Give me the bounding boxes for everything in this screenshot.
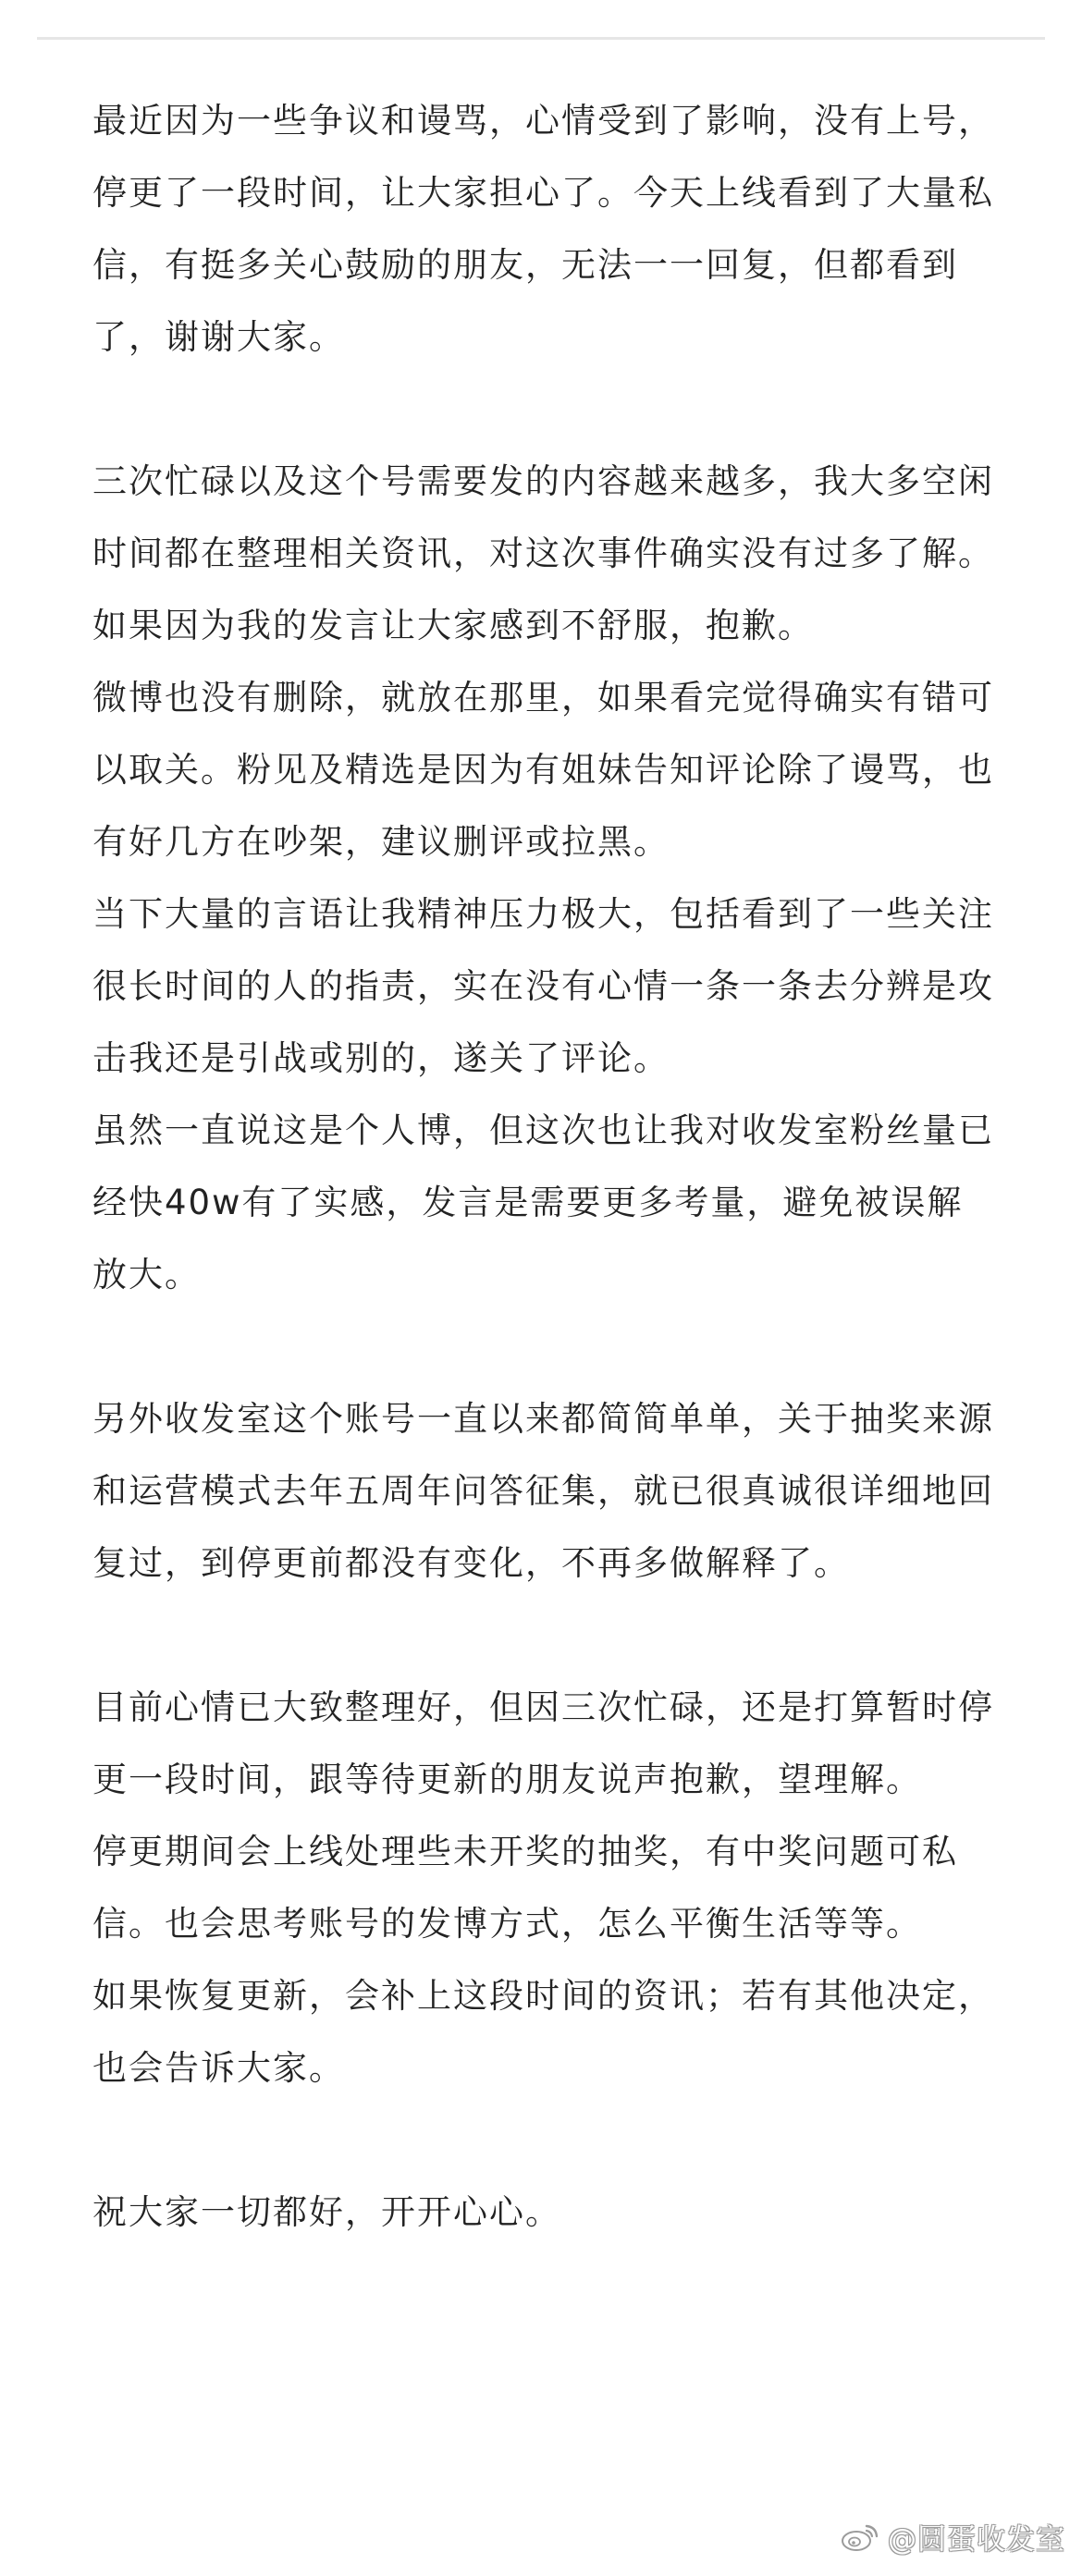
paragraph-2: 三次忙碌以及这个号需要发的内容越来越多，我大多空闲时间都在整理相关资讯，对这次事件确实没有过多了解。如果因为我的发言让大家感到不舒服，抱歉。 xyxy=(92,461,994,645)
paragraph-gap xyxy=(92,374,999,446)
paragraph-4: 当下大量的言语让我精神压力极大，包括看到了一些关注很长时间的人的指责，实在没有心情一条一条去分辨是攻击我还是引战或别的，遂关了评论。 xyxy=(92,894,994,1078)
paragraph-gap xyxy=(92,2104,999,2177)
paragraph-10: 祝大家一切都好，开开心心。 xyxy=(92,2192,561,2232)
paragraph-gap xyxy=(92,1600,999,1672)
paragraph-5: 虽然一直说这是个人博，但这次也让我对收发室粉丝量已经快40w有了实感，发言是需要更多考量，避免被误解放大。 xyxy=(92,1110,994,1294)
paragraph-7: 目前心情已大致整理好，但因三次忙碌，还是打算暂时停更一段时间，跟等待更新的朋友说声抱歉，望理解。 xyxy=(92,1687,994,1799)
paragraph-1: 最近因为一些争议和谩骂，心情受到了影响，没有上号，停更了一段时间，让大家担心了。今天上线看到了大量私信，有挺多关心鼓励的朋友，无法一一回复，但都看到了，谢谢大家。 xyxy=(92,101,994,357)
watermark xyxy=(840,2516,1065,2558)
paragraph-9: 如果恢复更新，会补上这段时间的资讯；若有其他决定，也会告诉大家。 xyxy=(92,1976,994,2088)
watermark-text: @圆蛋收发室 xyxy=(888,2523,1065,2557)
paragraph-3: 微博也没有删除，就放在那里，如果看完觉得确实有错可以取关。粉见及精选是因为有姐妹告知评论除了谩骂，也有好几方在吵架，建议删评或拉黑。 xyxy=(92,678,994,862)
post-body xyxy=(92,85,999,2249)
paragraph-8: 停更期间会上线处理些未开奖的抽奖，有中奖问题可私信。也会思考账号的发博方式，怎么平衡生活等等。 xyxy=(92,1832,958,1944)
top-divider xyxy=(37,37,1045,40)
paragraph-6: 另外收发室这个账号一直以来都简简单单，关于抽奖来源和运营模式去年五周年问答征集，就已很真诚很详细地回复过，到停更前都没有变化，不再多做解释了。 xyxy=(92,1399,994,1583)
paragraph-gap xyxy=(92,1311,999,1383)
weibo-logo-icon xyxy=(840,2521,880,2554)
